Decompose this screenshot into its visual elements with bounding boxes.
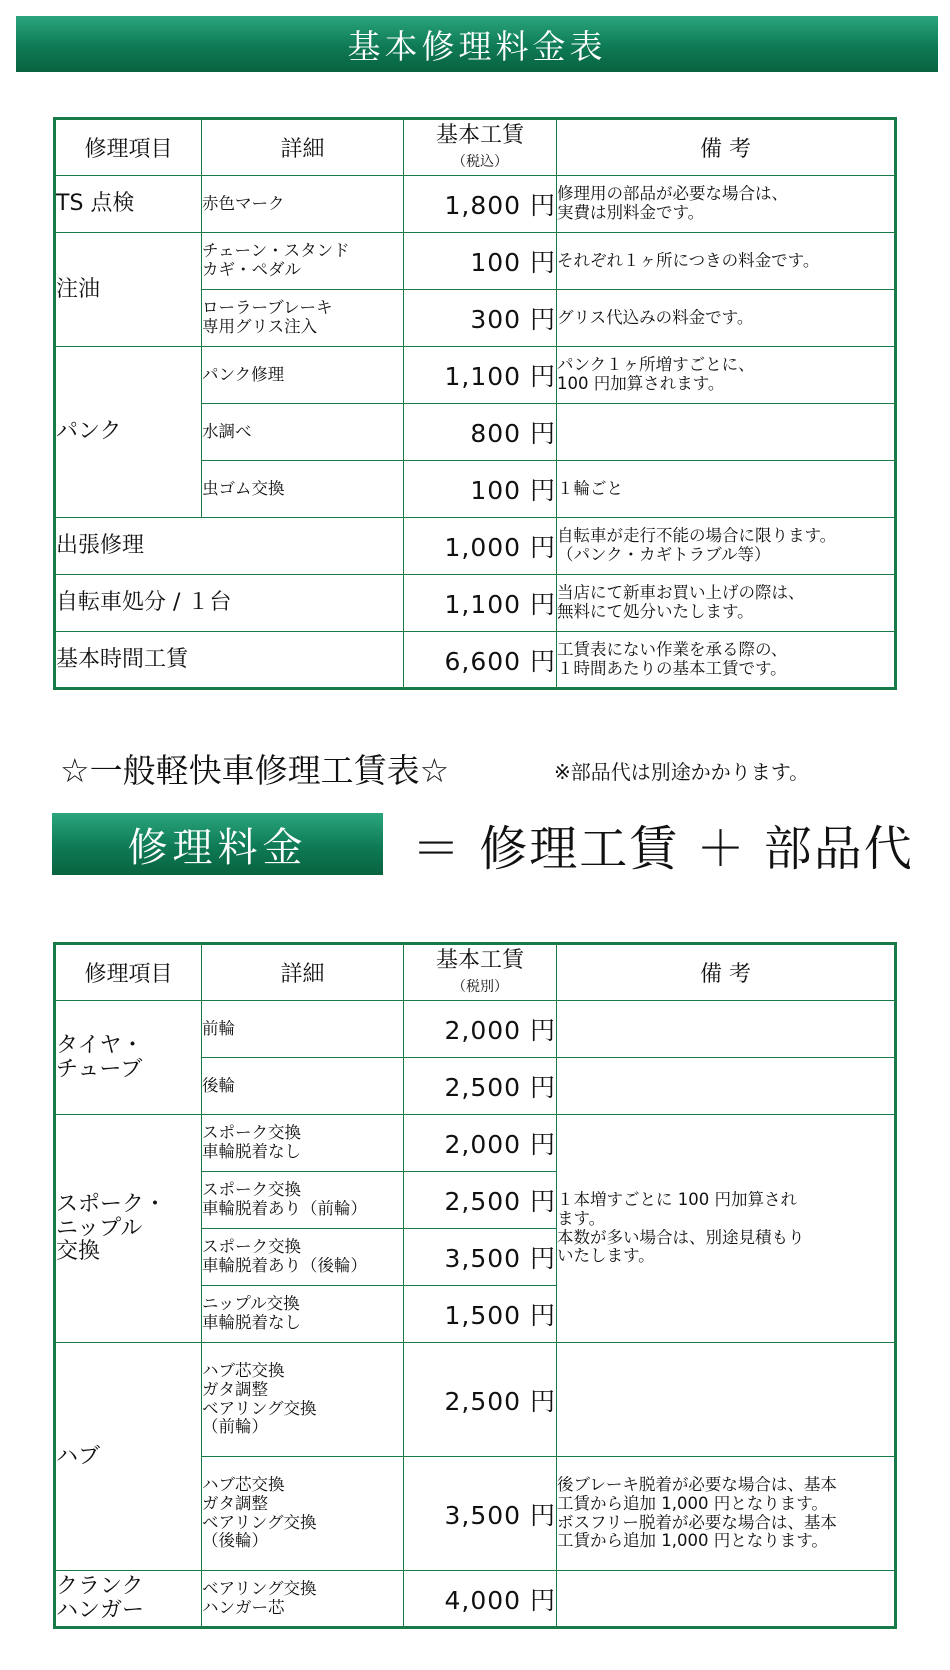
- header-detail: 詳細: [202, 944, 404, 1001]
- table-row: [55, 176, 896, 233]
- detail-cell: スポーク交換 車輪脱着あり（後輪）: [202, 1229, 404, 1286]
- price-cell: 1,000 円: [404, 518, 557, 575]
- fee-formula: ＝ 修理工賃 ＋ 部品代: [412, 820, 914, 877]
- detail-cell: スポーク交換 車輪脱着なし: [202, 1115, 404, 1172]
- item-cell: TS 点検: [55, 176, 202, 233]
- item-cell: 基本時間工賃: [55, 632, 404, 689]
- item-cell: 自転車処分 / １台: [55, 575, 404, 632]
- detail-cell: ニップル交換 車輪脱着なし: [202, 1286, 404, 1343]
- note-cell: 修理用の部品が必要な場合は、 実費は別料金です。: [557, 176, 896, 233]
- price-cell: 1,500 円: [404, 1286, 557, 1343]
- price-cell: 2,000 円: [404, 1001, 557, 1058]
- price-cell: 3,500 円: [404, 1457, 557, 1571]
- table-row: [55, 518, 896, 575]
- table-row: [55, 632, 896, 689]
- note-cell: グリス代込みの料金です。: [557, 290, 896, 347]
- page-title: 基本修理料金表: [347, 26, 607, 66]
- detail-cell: ベアリング交換 ハンガー芯: [202, 1571, 404, 1628]
- detail-cell: ハブ芯交換 ガタ調整 ベアリング交換 （前輪）: [202, 1343, 404, 1457]
- table-row: [55, 347, 896, 404]
- item-cell: 出張修理: [55, 518, 404, 575]
- note-cell: [557, 1001, 896, 1058]
- price-cell: 1,100 円: [404, 347, 557, 404]
- detail-cell: チェーン・スタンド カギ・ペダル: [202, 233, 404, 290]
- note-cell: 当店にて新車お買い上げの際は、 無料にて処分いたします。: [557, 575, 896, 632]
- note-cell: 工賃表にない作業を承る際の、 １時間あたりの基本工賃です。: [557, 632, 896, 689]
- table-header-row: [55, 944, 896, 1001]
- price-cell: 300 円: [404, 290, 557, 347]
- detail-cell: 後輪: [202, 1058, 404, 1115]
- note-cell: パンク１ヶ所増すごとに、 100 円加算されます。: [557, 347, 896, 404]
- note-cell: [557, 1343, 896, 1457]
- item-cell: タイヤ・ チューブ: [55, 1001, 202, 1115]
- price-cell: 2,500 円: [404, 1343, 557, 1457]
- section-title: ☆一般軽快車修理工賃表☆: [60, 751, 450, 790]
- note-cell: [557, 1571, 896, 1628]
- note-cell: [557, 1058, 896, 1115]
- price-cell: 1,800 円: [404, 176, 557, 233]
- item-cell: パンク: [55, 347, 202, 518]
- item-cell: クランク ハンガー: [55, 1571, 202, 1628]
- price-cell: 800 円: [404, 404, 557, 461]
- table-row: [55, 1115, 896, 1172]
- note-cell: [557, 404, 896, 461]
- price-cell: 6,600 円: [404, 632, 557, 689]
- note-cell: １輪ごと: [557, 461, 896, 518]
- price-cell: 3,500 円: [404, 1229, 557, 1286]
- basic-repair-fee-table: [53, 117, 897, 690]
- header-price: 基本工賃 （税別）: [404, 944, 557, 1001]
- item-cell: ハブ: [55, 1343, 202, 1571]
- header-item: 修理項目: [55, 119, 202, 176]
- header-price: 基本工賃 （税込）: [404, 119, 557, 176]
- repair-fee-label-box: [52, 813, 383, 875]
- price-cell: 2,000 円: [404, 1115, 557, 1172]
- note-cell: それぞれ１ヶ所につきの料金です。: [557, 233, 896, 290]
- note-cell: １本増すごとに 100 円加算され ます。 本数が多い場合は、別途見積もり いたします。: [557, 1115, 896, 1343]
- price-cell: 4,000 円: [404, 1571, 557, 1628]
- header-item: 修理項目: [55, 944, 202, 1001]
- table-row: [55, 233, 896, 290]
- detail-cell: ローラーブレーキ 専用グリス注入: [202, 290, 404, 347]
- detail-cell: 前輪: [202, 1001, 404, 1058]
- repair-fee-label: 修理料金: [127, 824, 308, 871]
- bicycle-repair-fee-table: [53, 942, 897, 1629]
- header-note: 備 考: [557, 944, 896, 1001]
- note-cell: 後ブレーキ脱着が必要な場合は、基本 工賃から追加 1,000 円となります。 ボスフリー脱着が必要な場合は、基本 工賃から追加 1,000 円となります。: [557, 1457, 896, 1571]
- price-cell: 100 円: [404, 233, 557, 290]
- parts-cost-note: ※部品代は別途かかります。: [554, 760, 810, 784]
- price-cell: 2,500 円: [404, 1058, 557, 1115]
- table-row: [55, 1571, 896, 1628]
- item-cell: スポーク・ ニップル 交換: [55, 1115, 202, 1343]
- table-row: [55, 1343, 896, 1457]
- detail-cell: ハブ芯交換 ガタ調整 ベアリング交換 （後輪）: [202, 1457, 404, 1571]
- detail-cell: パンク修理: [202, 347, 404, 404]
- header-note: 備 考: [557, 119, 896, 176]
- page-title-banner: [16, 16, 938, 72]
- detail-cell: スポーク交換 車輪脱着あり（前輪）: [202, 1172, 404, 1229]
- price-cell: 2,500 円: [404, 1172, 557, 1229]
- price-cell: 100 円: [404, 461, 557, 518]
- detail-cell: 虫ゴム交換: [202, 461, 404, 518]
- table-row: [55, 1001, 896, 1058]
- table-header-row: [55, 119, 896, 176]
- table-row: [55, 575, 896, 632]
- item-cell: 注油: [55, 233, 202, 347]
- header-detail: 詳細: [202, 119, 404, 176]
- detail-cell: 赤色マーク: [202, 176, 404, 233]
- detail-cell: 水調べ: [202, 404, 404, 461]
- price-cell: 1,100 円: [404, 575, 557, 632]
- note-cell: 自転車が走行不能の場合に限ります。 （パンク・カギトラブル等）: [557, 518, 896, 575]
